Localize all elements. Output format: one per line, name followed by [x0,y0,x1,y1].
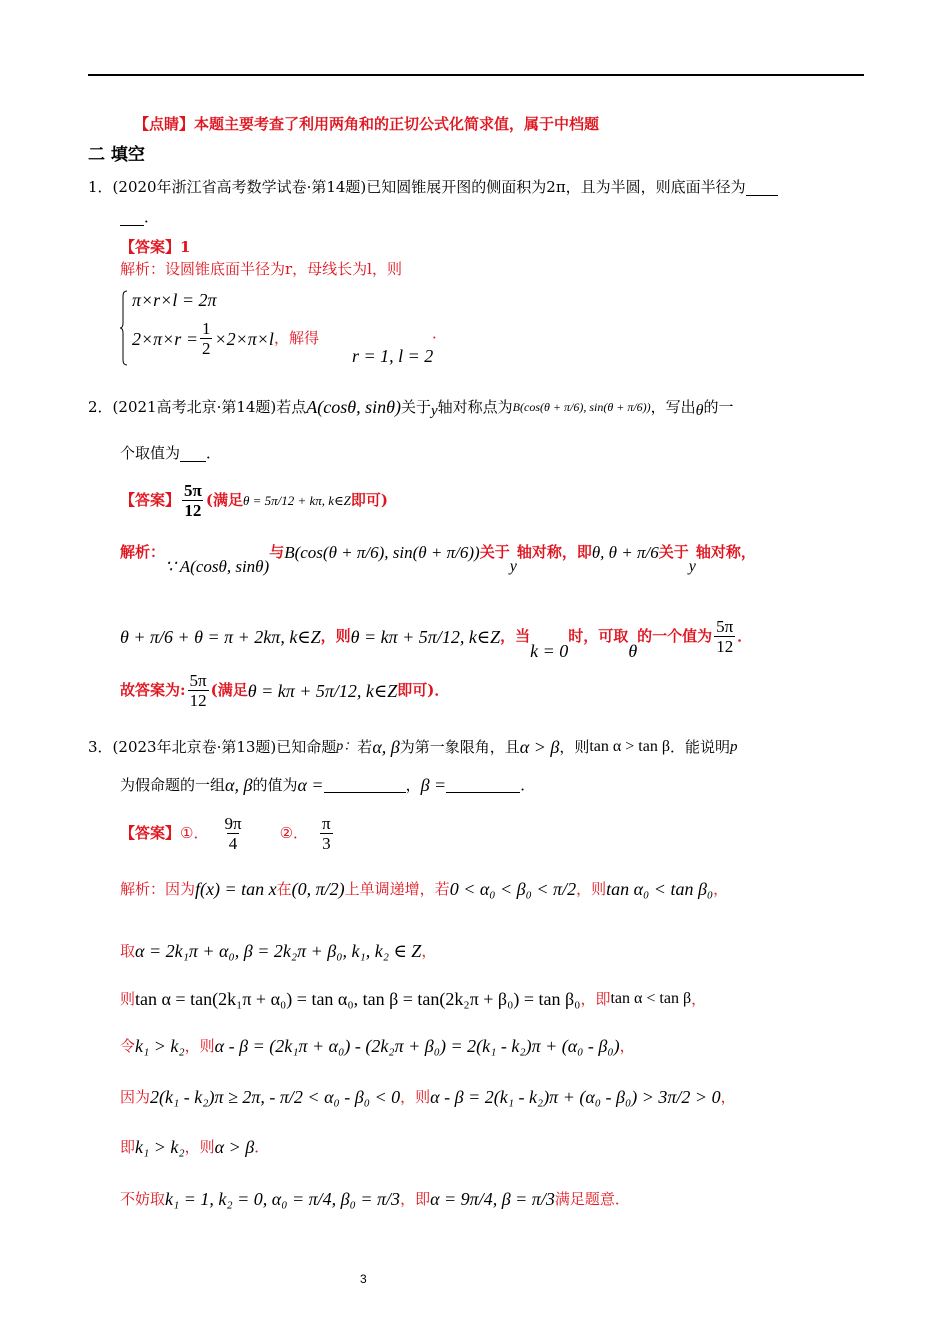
q3-alpha-gt-beta: α > β [519,737,560,757]
question-1-line-2 [120,210,159,226]
q3-a4-expr: α - β = (2k₁π + α₀) - (2k₂π + β₀) = 2(k₁ - k₂)π + (α₀ - β₀) [214,1036,620,1056]
q3-a5-end: ， [720,1087,736,1106]
question-1-line-1 [88,180,778,196]
q3-a2-take: 取 [120,941,136,960]
q2-one-value: 的一个值为 [637,627,713,646]
q2-k-zero: k = 0 [530,640,569,661]
q1-eq2-left: 2×π×r = [132,328,198,349]
q2-text-c: 轴对称点为 [437,397,513,416]
q1-blank-part1 [746,180,778,196]
q3-text-e: ．能说明 [669,737,730,756]
header-rule [88,74,864,76]
q2-analysis-line-1 [120,543,756,576]
q1-analysis-text: 解析：设圆锥底面半径为r，母线长为l，则 [120,260,402,278]
q3-a7-end: 满足题意． [554,1189,630,1208]
q2-answer [120,482,388,520]
q3-analysis-line-1 [120,880,728,898]
q3-a2-expr: α = 2k₁π + α₀, β = 2k₂π + β₀, k₁, k₂ ∈ Z [135,941,422,961]
q1-tail: ． [144,208,160,226]
q2-axis: y [430,402,438,419]
question-2-line-1 [88,397,734,419]
q2-number: 2． [88,397,113,416]
q2-text-b: 关于 [400,397,431,416]
q1-eq2-numerator: 1 [201,319,211,338]
q3-blank-beta [446,777,520,793]
q1-answer-label: 【答案】 [120,238,181,256]
q2-point-a: A(cosθ, sinθ) [306,397,401,417]
top-comment: 【点睛】本题主要考查了利用两角和的正切公式化简求值，属于中档题 [134,115,600,133]
q1-equation-2 [132,320,319,358]
q3-number: 3． [88,737,113,756]
q3-ans2-fraction [320,815,333,853]
q3-a6-res: α > β [214,1137,255,1157]
q3-ans2-denominator: 3 [322,833,331,853]
q3-answer [120,815,335,853]
q2-so-denominator: 12 [189,690,207,710]
q3-ans2-numerator: π [322,814,331,833]
q3-a3-expr: tan α = tan(2k₁π + α₀) = tan α₀, tan β = tan(2k₂π + β₀) = tan β₀ [135,989,581,1009]
q3-text-a: 已知命题 [276,737,337,756]
q2-so-numerator: 5π [189,671,207,690]
q3-a6-then: ，则 [184,1137,215,1156]
q2-sol: θ = kπ + 5π/12, k∈Z [350,626,501,647]
q3-a6-end: ． [254,1137,270,1156]
q1-source: (2020年浙江省高考数学试卷·第14题) [112,178,367,196]
q3-ans1-denominator: 4 [228,833,238,853]
q2-source: (2021高考北京·第14题) [112,397,277,416]
q2-answer-note-b: 即可) [350,491,389,510]
q3-line-2-b: 的值为 [252,775,298,794]
q3-blank-alpha [324,777,406,793]
q2-text-a: 若点 [276,397,307,416]
q2-analysis-line-2 [120,617,753,661]
page-number: 3 [360,1272,367,1286]
q2-point-b: B(cos(θ + π/6), sin(θ + π/6)) [512,400,651,414]
q1-eq2-denominator: 2 [201,338,211,358]
q1-answer-value: 1 [180,238,191,256]
q3-interval: (0, π/2) [291,879,345,899]
q3-a5-because: 因为 [120,1087,151,1106]
q2-axis-2: y [509,557,517,575]
q2-analysis-label: 解析： [120,543,166,561]
q3-a1: 解析：因为 [120,879,196,898]
q2-value-numerator: 5π [716,617,734,636]
q2-about: 关于 [479,543,510,561]
q1-result: r = 1, l = 2 [352,346,434,366]
q2-value-fraction [714,618,735,656]
q3-analysis-line-5 [120,1088,736,1106]
q2-answer-fraction [182,482,204,520]
q2-when: ，当 [500,627,531,646]
q2-axis-3: y [688,557,696,575]
q2-answer-note-a: (满足 [205,491,243,510]
q1-blank-part2 [120,210,144,226]
q3-source: (2023年北京卷·第13题) [112,737,277,756]
q3-a5-res: α - β = 2(k₁ - k₂)π + (α₀ - β₀) > 3π/2 > 0 [430,1087,721,1107]
q3-analysis-line-7 [120,1190,630,1208]
q3-analysis-line-2 [120,942,436,960]
q3-p-colon: p： [336,739,358,754]
q2-theta-pair: θ, θ + π/6 [591,543,659,562]
q1-eq2-right: ×2×π×l [214,328,274,349]
q1-answer [120,240,190,255]
q3-text-c: 为第一象限角，且 [399,737,520,756]
q2-so-note-a: (满足 [210,681,248,700]
q1-solved-word: ，解得 [273,329,319,348]
q3-text-d: ，则 [559,737,590,756]
q3-a7-expr: k₁ = 1, k₂ = 0, α₀ = π/4, β₀ = π/3 [165,1189,401,1209]
q1-equation-1: π×r×l = 2π [132,290,217,310]
q2-theta: θ [695,402,704,419]
q3-a4-end: ， [619,1036,635,1055]
q3-a1-end: ， [713,879,729,898]
q3-a7-res: α = 9π/4, β = π/3 [430,1189,555,1209]
q3-period: ． [520,775,536,794]
q3-beta-eq: β = [420,775,447,795]
q2-answer-numerator: 5π [184,481,202,500]
q3-a6-k: k₁ > k₂ [135,1137,185,1157]
q2-b-expr: B(cos(θ + π/6), sin(θ + π/6)) [284,543,480,562]
q3-line-2-ab: α, β [225,775,253,795]
question-3-line-1 [88,738,737,756]
q2-line-2-text: 个取值为 [120,444,181,462]
q2-so-label: 故答案为: [120,681,186,700]
q3-a5-expr: 2(k₁ - k₂)π ≥ 2π, - π/2 < α₀ - β₀ < 0 [150,1087,401,1107]
q3-a1-in: 在 [276,879,292,898]
q3-analysis-line-6 [120,1138,269,1156]
q3-alpha-eq: α = [297,775,324,795]
q2-so-fraction [188,672,209,710]
q3-a1-then: ，则 [576,879,607,898]
q3-tan-ineq: tan α₀ < tan β₀ [606,879,714,899]
q2-theta-2: θ [628,640,638,661]
q3-a3-end: ， [691,989,707,1008]
q1-number: 1． [88,178,113,196]
q3-a5-then: ，则 [400,1087,431,1106]
q3-ineq: 0 < α₀ < β₀ < π/2 [449,879,577,899]
q3-f-expr: f(x) = tan x [195,879,277,899]
question-3-line-2 [120,776,535,794]
q3-a3-ie: ，即 [580,989,611,1008]
q3-ans2-mark: ②． [279,824,309,843]
q3-a7-let: 不妨取 [120,1189,166,1208]
q3-analysis-line-4 [120,1037,635,1055]
q3-ans1-fraction [222,815,243,853]
q3-a4-let: 令 [120,1036,136,1055]
q1-period: ． [432,324,448,342]
q2-blank [180,446,206,462]
q3-answer-label: 【答案】 [120,824,181,843]
q3-a7-ie: ，即 [400,1189,431,1208]
question-2-line-2 [120,446,221,462]
q2-then: ，则 [320,627,351,646]
q2-answer-label: 【答案】 [120,491,181,510]
q3-comma: ， [405,775,421,794]
q2-so-note-b: 即可)． [397,681,450,700]
q3-tan-gt: tan α > tan β [589,738,670,755]
q3-ans1-mark: ①． [180,824,209,843]
q2-answer-denominator: 12 [184,500,202,520]
q3-alpha-beta: α, β [372,737,400,757]
q3-analysis-line-3 [120,990,706,1008]
q1-eq2-fraction [200,320,213,358]
q3-p-end: p [729,738,738,755]
q3-a2-end: ， [421,941,437,960]
q2-text-e: 的一 [703,397,734,416]
q3-a4-then: ，则 [184,1036,215,1055]
q3-ans1-numerator: 9π [224,814,242,833]
q1-text: 已知圆锥展开图的侧面积为2π，且为半圆，则底面半径为 [366,178,746,196]
q2-period: ． [737,627,753,646]
q3-a4-k: k₁ > k₂ [135,1036,185,1056]
q2-when-2: 时，可取 [568,627,629,646]
q2-answer-note-expr: θ = 5π/12 + kπ, k∈Z [242,493,351,509]
q2-eq-line: θ + π/6 + θ = π + 2kπ, k∈Z [120,626,321,647]
q2-with-word: 与 [269,543,285,561]
q2-text-d: ，写出 [650,397,696,416]
q2-sym: 轴对称，即 [516,543,592,561]
q2-so-note-expr: θ = kπ + 5π/12, k∈Z [247,680,398,701]
q2-tail: ． [206,444,222,462]
q2-because-expr: ∵ A(cosθ, sinθ) [165,557,270,576]
q1-system-brace [120,290,128,366]
q2-so-line [120,672,449,710]
section-title: 二 填空 [88,145,145,165]
q3-a1-mono: 上单调递增，若 [344,879,450,898]
q3-text-b: 若 [357,737,373,756]
q3-a3-then: 则 [120,989,136,1008]
q2-value-denominator: 12 [716,636,734,656]
q2-sym-2: 轴对称， [695,543,756,561]
q3-a6-ie: 即 [120,1137,136,1156]
q2-about-2: 关于 [658,543,689,561]
q3-line-2-a: 为假命题的一组 [120,775,226,794]
q3-a3-res: tan α < tan β [610,990,692,1007]
